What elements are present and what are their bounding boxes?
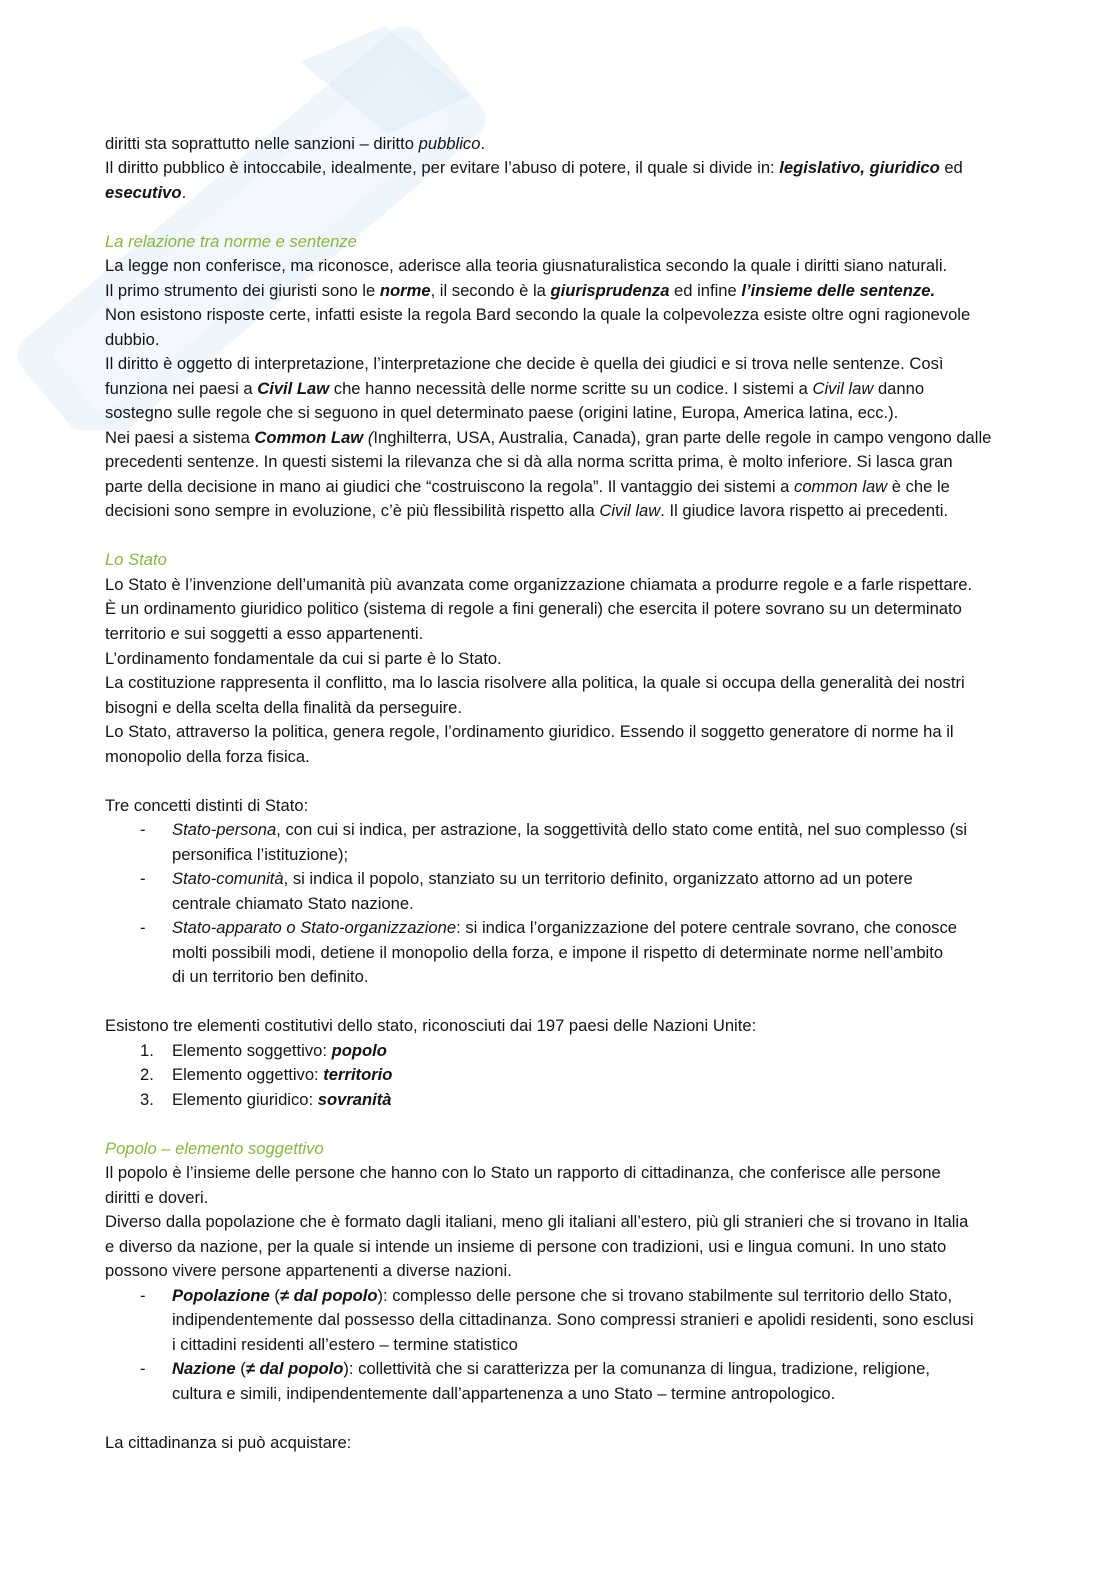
list-item bbox=[105, 1357, 1010, 1406]
text-run: possono vivere persone appartenenti a diverse nazioni. bbox=[105, 1261, 512, 1281]
text-line bbox=[105, 573, 1010, 598]
text-run: di un territorio ben definito. bbox=[172, 967, 369, 987]
text-run: cultura e simili, indipendentemente dall’appartenenza a uno Stato – termine antropologico. bbox=[172, 1383, 836, 1403]
text-run: Il diritto è oggetto di interpretazione, l’interpretazione che decide è quella dei giudici e si trova nelle sentenze. Così bbox=[105, 354, 944, 374]
text-line bbox=[105, 745, 1010, 770]
list-item bbox=[105, 1039, 1010, 1064]
text-line bbox=[105, 1431, 1010, 1456]
list-marker: 3. bbox=[140, 1089, 154, 1109]
text-run: La cittadinanza si può acquistare: bbox=[105, 1433, 352, 1453]
text-line bbox=[105, 328, 1010, 353]
emphasized-text: ≠ dal popolo bbox=[245, 1359, 344, 1379]
emphasized-text: pubblico bbox=[418, 133, 481, 153]
text-run: sostegno sulle regole che si seguono in quel determinato paese (origini latine, Europa, America latina, ecc.). bbox=[105, 403, 899, 423]
text-line bbox=[105, 254, 1010, 279]
text-line bbox=[105, 181, 1010, 206]
text-run: Elemento oggettivo: bbox=[172, 1065, 324, 1085]
emphasized-text: Stato-persona bbox=[172, 820, 277, 840]
list-marker: - bbox=[140, 1359, 146, 1379]
text-run: è che le bbox=[887, 476, 950, 496]
text-run: : si indica l’organizzazione del potere centrale sovrano, che conosce bbox=[456, 918, 957, 938]
text-line bbox=[172, 1382, 1010, 1407]
text-run: parte della decisione in mano ai giudici che “costruiscono la regola”. Il vantaggio dei sistemi a bbox=[105, 476, 795, 496]
text-run: danno bbox=[873, 378, 925, 398]
list-item bbox=[105, 818, 1010, 867]
text-run: Il popolo è l’insieme delle persone che hanno con lo Stato un rapporto di cittadinanza, che conferisce alle persone bbox=[105, 1163, 941, 1183]
text-line bbox=[105, 1161, 1010, 1186]
emphasized-text: ( bbox=[363, 427, 374, 447]
blank-line bbox=[105, 769, 1010, 794]
text-line bbox=[172, 1063, 1010, 1088]
emphasized-text: territorio bbox=[323, 1065, 393, 1085]
text-run: . bbox=[480, 133, 486, 153]
text-run: Elemento soggettivo: bbox=[172, 1040, 332, 1060]
text-run: decisioni sono sempre in evoluzione, c’è più flessibilità rispetto alla bbox=[105, 501, 600, 521]
text-run: La relazione tra norme e sentenze bbox=[105, 231, 357, 251]
text-run: ): collettività che si caratterizza per la comunanza di lingua, tradizione, religione, bbox=[343, 1359, 930, 1379]
text-line bbox=[105, 647, 1010, 672]
text-run: Tre concetti distinti di Stato: bbox=[105, 795, 309, 815]
blank-line bbox=[105, 990, 1010, 1015]
emphasized-text: l’insieme delle sentenze. bbox=[741, 280, 936, 300]
emphasized-text: Nazione bbox=[172, 1359, 236, 1379]
text-run: . Il giudice lavora rispetto ai precedenti. bbox=[660, 501, 949, 521]
text-line bbox=[105, 303, 1010, 328]
text-run: Popolo – elemento soggettivo bbox=[105, 1138, 324, 1158]
paragraph bbox=[105, 254, 1010, 524]
text-line bbox=[172, 916, 1010, 941]
emphasized-text: esecutivo bbox=[105, 182, 182, 202]
text-run: centrale chiamato Stato nazione. bbox=[172, 893, 414, 913]
text-run: personifica l’istituzione); bbox=[172, 844, 349, 864]
text-line bbox=[105, 230, 1010, 255]
section-heading bbox=[105, 230, 1010, 255]
blank-line bbox=[105, 205, 1010, 230]
text-line bbox=[172, 867, 1010, 892]
text-run: ): complesso delle persone che si trovano stabilmente sul territorio dello Stato, bbox=[377, 1285, 953, 1305]
text-line bbox=[172, 941, 1010, 966]
text-run: Lo Stato è l’invenzione dell’umanità più avanzata come organizzazione chiamata a produrre regole e a farle rispettare. bbox=[105, 574, 973, 594]
text-line bbox=[105, 622, 1010, 647]
blank-line bbox=[105, 1407, 1010, 1432]
section-heading bbox=[105, 1137, 1010, 1162]
text-run: che hanno necessità delle norme scritte su un codice. I sistemi a bbox=[329, 378, 813, 398]
text-line bbox=[172, 843, 1010, 868]
text-run: ed bbox=[939, 158, 963, 178]
list-item bbox=[105, 1284, 1010, 1358]
text-line bbox=[172, 892, 1010, 917]
text-line bbox=[105, 1186, 1010, 1211]
text-line bbox=[172, 1333, 1010, 1358]
text-run: monopolio della forza fisica. bbox=[105, 746, 310, 766]
text-line bbox=[105, 1137, 1010, 1162]
text-line bbox=[105, 597, 1010, 622]
paragraph bbox=[105, 1161, 1010, 1284]
emphasized-text: Common Law bbox=[254, 427, 364, 447]
text-run: Il primo strumento dei giuristi sono le bbox=[105, 280, 380, 300]
text-run: funziona nei paesi a bbox=[105, 378, 258, 398]
list-marker: 2. bbox=[140, 1065, 154, 1085]
emphasized-text: Popolazione bbox=[172, 1285, 270, 1305]
paragraph bbox=[105, 1014, 1010, 1039]
text-run: diritti sta soprattutto nelle sanzioni – diritto bbox=[105, 133, 419, 153]
list-item bbox=[105, 1063, 1010, 1088]
list-marker: - bbox=[140, 869, 146, 889]
emphasized-text: Stato-apparato o Stato-organizzazione bbox=[172, 918, 457, 938]
text-run: È un ordinamento giuridico politico (sistema di regole a fini generali) che esercita il potere sovrano su un determinato bbox=[105, 599, 962, 619]
paragraph bbox=[105, 132, 1010, 206]
text-line bbox=[105, 1014, 1010, 1039]
text-line bbox=[172, 818, 1010, 843]
paragraph bbox=[105, 794, 1010, 819]
text-line bbox=[105, 279, 1010, 304]
emphasized-text: common law bbox=[794, 476, 888, 496]
text-run: i cittadini residenti all’estero – termine statistico bbox=[172, 1334, 518, 1354]
text-line bbox=[105, 499, 1010, 524]
text-line bbox=[172, 1308, 1010, 1333]
text-line bbox=[105, 794, 1010, 819]
blank-line bbox=[105, 524, 1010, 549]
text-line bbox=[105, 475, 1010, 500]
text-run: Lo Stato, attraverso la politica, genera regole, l’ordinamento giuridico. Essendo il soggetto generatore di norme ha il bbox=[105, 722, 954, 742]
paragraph bbox=[105, 1431, 1010, 1456]
text-line bbox=[105, 720, 1010, 745]
text-run: La costituzione rappresenta il conflitto, ma lo lascia risolvere alla politica, la quale si occupa della generalità dei nostri bbox=[105, 673, 965, 693]
text-run: La legge non conferisce, ma riconosce, aderisce alla teoria giusnaturalistica secondo la quale i diritti siano naturali. bbox=[105, 256, 948, 276]
text-run: ( bbox=[235, 1359, 246, 1379]
text-run: . bbox=[181, 182, 187, 202]
blank-line bbox=[105, 1112, 1010, 1137]
text-run: Esistono tre elementi costitutivi dello stato, riconosciuti dai 197 paesi delle Nazioni Unite: bbox=[105, 1016, 757, 1036]
text-line bbox=[172, 1039, 1010, 1064]
emphasized-text: sovranità bbox=[317, 1089, 392, 1109]
list-item bbox=[105, 1088, 1010, 1113]
document-body bbox=[105, 132, 1010, 1456]
text-line bbox=[105, 352, 1010, 377]
emphasized-text: Civil Law bbox=[257, 378, 330, 398]
section-heading bbox=[105, 548, 1010, 573]
text-run: ed infine bbox=[669, 280, 742, 300]
text-run: bisogni e della scelta della finalità da perseguire. bbox=[105, 697, 462, 717]
emphasized-text: Civil law bbox=[599, 501, 661, 521]
list-marker: - bbox=[140, 820, 146, 840]
text-line bbox=[105, 377, 1010, 402]
text-run: , si indica il popolo, stanziato su un territorio definito, organizzato attorno ad un potere bbox=[283, 869, 913, 889]
text-line bbox=[105, 548, 1010, 573]
emphasized-text: ≠ dal popolo bbox=[279, 1285, 378, 1305]
emphasized-text: popolo bbox=[331, 1040, 387, 1060]
text-line bbox=[105, 156, 1010, 181]
text-line bbox=[105, 1235, 1010, 1260]
text-run: precedenti sentenze. In questi sistemi la rilevanza che si dà alla norma scritta prima, è molto inferiore. Si lasca gran bbox=[105, 452, 953, 472]
text-line bbox=[105, 671, 1010, 696]
list-item bbox=[105, 916, 1010, 990]
text-run: Elemento giuridico: bbox=[172, 1089, 318, 1109]
text-run: Diverso dalla popolazione che è formato dagli italiani, meno gli italiani all’estero, più gli stranieri che si trovano in Italia bbox=[105, 1212, 969, 1232]
text-run: Il diritto pubblico è intoccabile, idealmente, per evitare l’abuso di potere, il quale si divide in: bbox=[105, 158, 780, 178]
text-line bbox=[105, 1210, 1010, 1235]
text-run: dubbio. bbox=[105, 329, 160, 349]
list-item bbox=[105, 867, 1010, 916]
emphasized-text: legislativo, giuridico bbox=[779, 158, 940, 178]
text-run: L’ordinamento fondamentale da cui si parte è lo Stato. bbox=[105, 648, 502, 668]
text-line bbox=[105, 450, 1010, 475]
text-run: e diverso da nazione, per la quale si intende un insieme di persone con tradizioni, usi e lingua comuni. In uno stato bbox=[105, 1236, 947, 1256]
emphasized-text: Stato-comunità bbox=[172, 869, 284, 889]
paragraph bbox=[105, 573, 1010, 769]
emphasized-text: giurisprudenza bbox=[550, 280, 670, 300]
text-line bbox=[172, 1088, 1010, 1113]
text-line bbox=[172, 1284, 1010, 1309]
text-line bbox=[105, 401, 1010, 426]
text-line bbox=[105, 426, 1010, 451]
list-marker: - bbox=[140, 918, 146, 938]
text-run: ( bbox=[269, 1285, 280, 1305]
text-run: indipendentemente dal possesso della cittadinanza. Sono compressi stranieri e apolidi residenti, sono esclusi bbox=[172, 1310, 974, 1330]
text-run: territorio e sui soggetti a esso appartenenti. bbox=[105, 624, 424, 643]
text-run: Nei paesi a sistema bbox=[105, 427, 255, 447]
text-line bbox=[105, 132, 1010, 157]
list-marker: - bbox=[140, 1285, 146, 1305]
emphasized-text: norme bbox=[379, 280, 431, 300]
text-line bbox=[172, 1357, 1010, 1382]
emphasized-text: Civil law bbox=[812, 378, 874, 398]
text-line bbox=[172, 965, 1010, 990]
text-run: Inghilterra, USA, Australia, Canada), gran parte delle regole in campo vengono dalle bbox=[373, 427, 992, 447]
text-run: Non esistono risposte certe, infatti esiste la regola Bard secondo la quale la colpevolezza esiste oltre ogni ragionevole bbox=[105, 305, 971, 325]
list-marker: 1. bbox=[140, 1040, 154, 1060]
text-run: diritti e doveri. bbox=[105, 1187, 209, 1207]
text-run: Lo Stato bbox=[105, 550, 167, 570]
text-line bbox=[105, 696, 1010, 721]
text-line bbox=[105, 1259, 1010, 1284]
text-run: , il secondo è la bbox=[430, 280, 551, 300]
text-run: molti possibili modi, detiene il monopolio della forza, e impone il rispetto di determinate norme nell’ambito bbox=[172, 942, 944, 962]
text-run: , con cui si indica, per astrazione, la soggettività dello stato come entità, nel suo complesso (si bbox=[276, 820, 968, 840]
